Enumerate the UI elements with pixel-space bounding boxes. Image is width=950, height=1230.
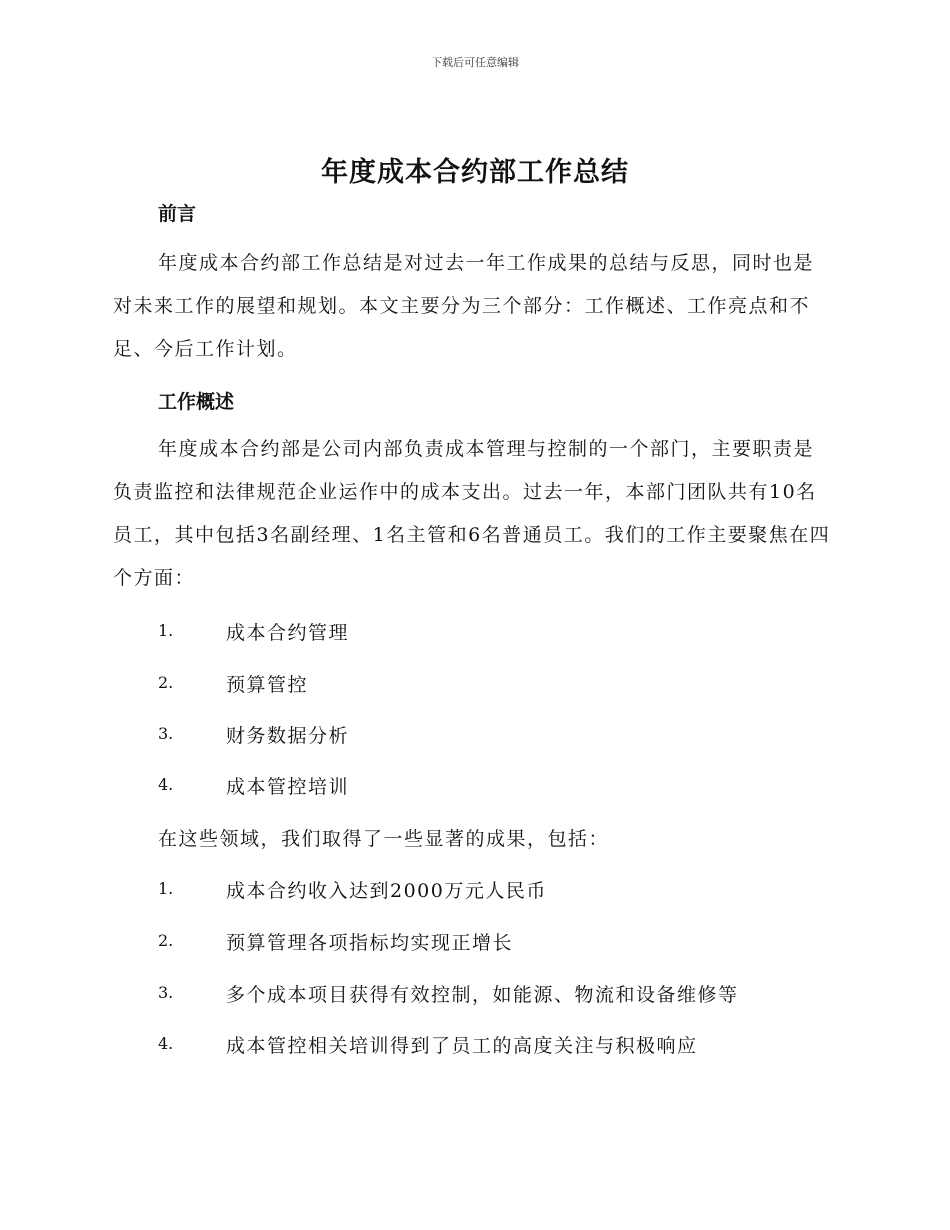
list-item: 财务数据分析: [226, 725, 350, 747]
list-item-number: 2.: [158, 931, 174, 950]
section-heading-overview: 工作概述: [158, 391, 235, 413]
list-item: 成本管控相关培训得到了员工的高度关注与积极响应: [226, 1035, 698, 1057]
list-item: 预算管理各项指标均实现正增长: [226, 932, 514, 954]
list-item-number: 4.: [158, 1034, 174, 1053]
list-item: 多个成本项目获得有效控制，如能源、物流和设备维修等: [226, 984, 739, 1006]
document-title: 年度成本合约部工作总结: [321, 157, 629, 188]
preface-paragraph: 年度成本合约部工作总结是对过去一年工作成果的总结与反思，同时也是对未来工作的展望和规划。本文主要分为三个部分：工作概述、工作亮点和不足、今后工作计划。: [113, 252, 815, 360]
list-item-number: 4.: [158, 775, 174, 794]
list-item-number: 3.: [158, 983, 174, 1002]
list-item: 成本合约管理: [226, 622, 350, 644]
list-item-number: 2.: [158, 673, 174, 692]
header-note: 下载后可任意编辑: [431, 56, 519, 69]
overview-paragraph: 年度成本合约部是公司内部负责成本管理与控制的一个部门，主要职责是负责监控和法律规范企业运作中的成本支出。过去一年，本部门团队共有10名员工，其中包括3名副经理、1名主管和6名普通员工。我们的工作主要聚焦在四个方面：: [113, 438, 831, 589]
section-heading-preface: 前言: [158, 203, 197, 225]
list-item: 预算管控: [226, 674, 309, 696]
list-item-number: 3.: [158, 724, 174, 743]
list-item: 成本合约收入达到2000万元人民币: [226, 880, 547, 902]
list-item-number: 1.: [158, 621, 174, 640]
list-item: 成本管控培训: [226, 776, 350, 798]
results-intro: 在这些领域，我们取得了一些显著的成果，包括：: [158, 828, 610, 850]
list-item-number: 1.: [158, 879, 174, 898]
